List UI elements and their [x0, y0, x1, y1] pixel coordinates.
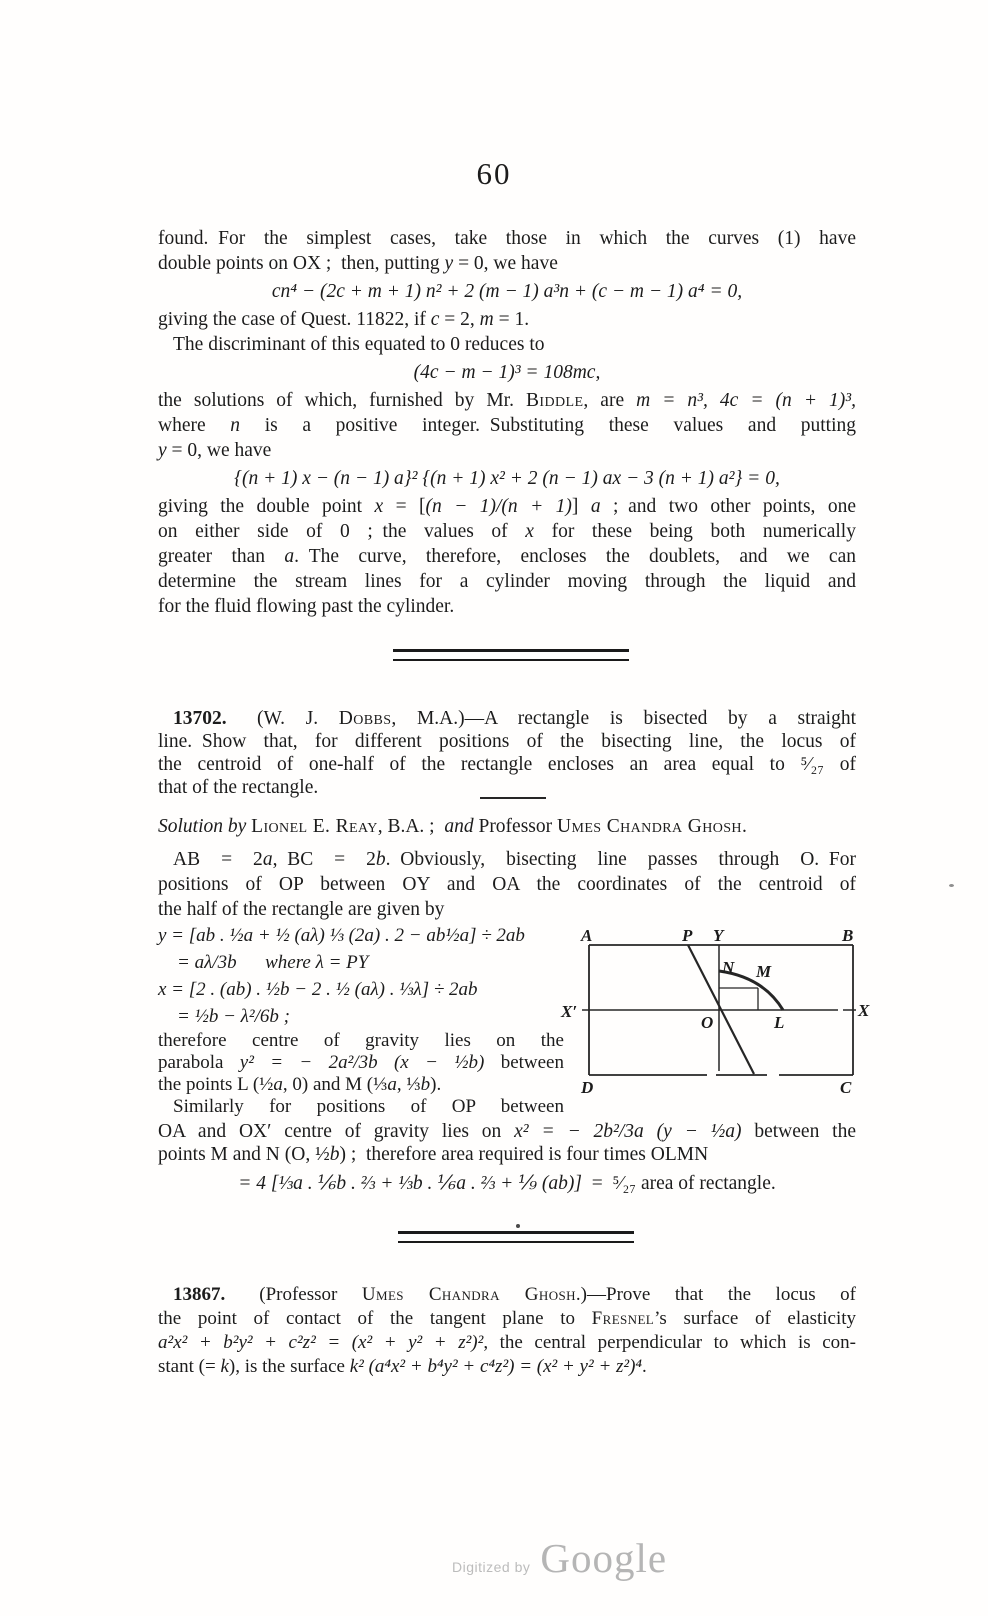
digitized-by-text: Digitized by	[452, 1559, 531, 1575]
intro-paragraph	[158, 226, 856, 619]
text-line: found. For the simplest cases, take those in which the curves (1) have	[158, 228, 856, 249]
question-heading-line: 13867. (Professor Umes Chandra Ghosh.)—Prove that the locus of	[173, 1284, 856, 1305]
solution-paragraph	[158, 847, 856, 922]
text-line: Similarly for positions of OP between	[173, 1096, 564, 1117]
figure-label: M	[756, 962, 772, 981]
text-line: y = 0, we have	[158, 440, 272, 461]
print-speck	[516, 1224, 520, 1228]
question-heading-line: 13702. (W. J. Dobbs, M.A.)—A rectangle is bisected by a straight	[173, 708, 856, 729]
figure-lines	[582, 945, 856, 1075]
text-line: for the fluid flowing past the cylinder.	[158, 596, 455, 617]
question-13702	[158, 707, 856, 799]
solution-byline: Solution by Lionel E. Reay, B.A. ; and Professor Umes Chandra Ghosh.	[158, 816, 747, 837]
page-number: 60	[476, 156, 512, 191]
text-line: AB = 2a, BC = 2b. Obviously, bisecting line passes through O. For	[173, 849, 857, 870]
figure-label: B	[842, 926, 854, 945]
text-line: greater than a. The curve, therefore, encloses the doublets, and we can	[158, 546, 856, 567]
question-13867	[158, 1283, 856, 1379]
text-line: giving the case of Quest. 11822, if c = 2, m = 1.	[158, 309, 530, 330]
figure-label: D	[581, 1078, 594, 1097]
text-line: the centroid of one-half of the rectangle encloses an area equal to ⁵⁄₂₇ of	[158, 754, 856, 775]
figure-labels	[560, 926, 870, 1097]
figure-label: X	[858, 1001, 870, 1020]
solution-equations-column	[158, 922, 564, 1118]
text-line: The discriminant of this equated to 0 reduces to	[173, 334, 545, 355]
text-line: therefore centre of gravity lies on the	[158, 1030, 564, 1051]
equation-line: y = [ab . ½a + ½ (aλ) ⅓ (2a) . 2 − ab½a] ÷ 2ab	[158, 925, 525, 946]
print-speck	[949, 884, 954, 887]
text-line: the points L (½a, 0) and M (⅓a, ⅓b).	[158, 1074, 442, 1095]
watermark	[452, 1534, 667, 1582]
text-line: on either side of 0 ; the values of x for these being both numerically	[158, 521, 856, 542]
text-line: determine the stream lines for a cylinder moving through the liquid and	[158, 571, 856, 592]
text-line: positions of OP between OY and OA the coordinates of the centroid of	[158, 874, 856, 895]
text-line: double points on OX ; then, putting y = 0, we have	[158, 253, 558, 274]
figure-label: A	[581, 926, 593, 945]
figure-label: N	[722, 958, 735, 977]
figure-label: O	[701, 1013, 714, 1032]
figure-label: C	[840, 1078, 852, 1097]
text-line: the half of the rectangle are given by	[158, 899, 445, 920]
text-line: a²x² + b²y² + c²z² = (x² + y² + z²)², the central perpendicular to which is con-	[158, 1332, 856, 1353]
equation-line: {(n + 1) x − (n − 1) a}² {(n + 1) x² + 2 (n − 1) ax − 3 (n + 1) a²} = 0,	[234, 468, 780, 489]
final-equation-line: = 4 [⅓a . ⅙b . ⅔ + ⅓b . ⅙a . ⅔ + ⅑ (ab)] = ⁵⁄₂₇ area of rectangle.	[238, 1173, 776, 1194]
section-divider-rule	[393, 649, 629, 661]
equation-line: (4c − m − 1)³ = 108mc,	[413, 362, 601, 383]
question-divider-rule	[480, 797, 546, 799]
text-line: stant (= k), is the surface k² (a⁴x² + b⁴y² + c⁴z²) = (x² + y² + z²)⁴.	[158, 1356, 647, 1377]
figure-label: Y	[713, 926, 724, 945]
figure-label: X′	[561, 1002, 578, 1021]
equation-line: = ½b − λ²/6b ;	[158, 1006, 290, 1027]
equation-line: = aλ/3b where λ = PY	[158, 952, 369, 973]
text-line: where n is a positive integer. Substituting these values and putting	[158, 415, 856, 436]
rectangle-bisection-figure	[555, 921, 877, 1099]
text-line: that of the rectangle.	[158, 777, 319, 798]
equation-line: x = [2 . (ab) . ½b − 2 . ½ (aλ) . ⅓λ] ÷ 2ab	[158, 979, 478, 1000]
text-line: parabola y² = − 2a²/3b (x − ½b) between	[158, 1052, 564, 1073]
text-line: the point of contact of the tangent plane to Fresnel’s surface of elasticity	[158, 1308, 857, 1329]
figure-label: P	[682, 926, 693, 945]
section-divider-rule	[398, 1231, 634, 1243]
figure-label: L	[774, 1013, 785, 1032]
google-logo-text: Google	[540, 1535, 668, 1581]
text-line: OA and OX′ centre of gravity lies on x² = − 2b²/3a (y − ½a) between the	[158, 1121, 857, 1142]
text-line: line. Show that, for different positions of the bisecting line, the locus of	[158, 731, 856, 752]
text-line: the solutions of which, furnished by Mr. Biddle, are m = n³, 4c = (n + 1)³,	[158, 390, 856, 411]
solution-continuation	[158, 1120, 856, 1166]
text-line: giving the double point x = [(n − 1)/(n + 1)] a ; and two other points, one	[158, 496, 857, 517]
equation-line: cn⁴ − (2c + m + 1) n² + 2 (m − 1) a³n + (c − m − 1) a⁴ = 0,	[271, 281, 743, 302]
text-line: points M and N (O, ½b) ; therefore area required is four times OLMN	[158, 1144, 709, 1165]
